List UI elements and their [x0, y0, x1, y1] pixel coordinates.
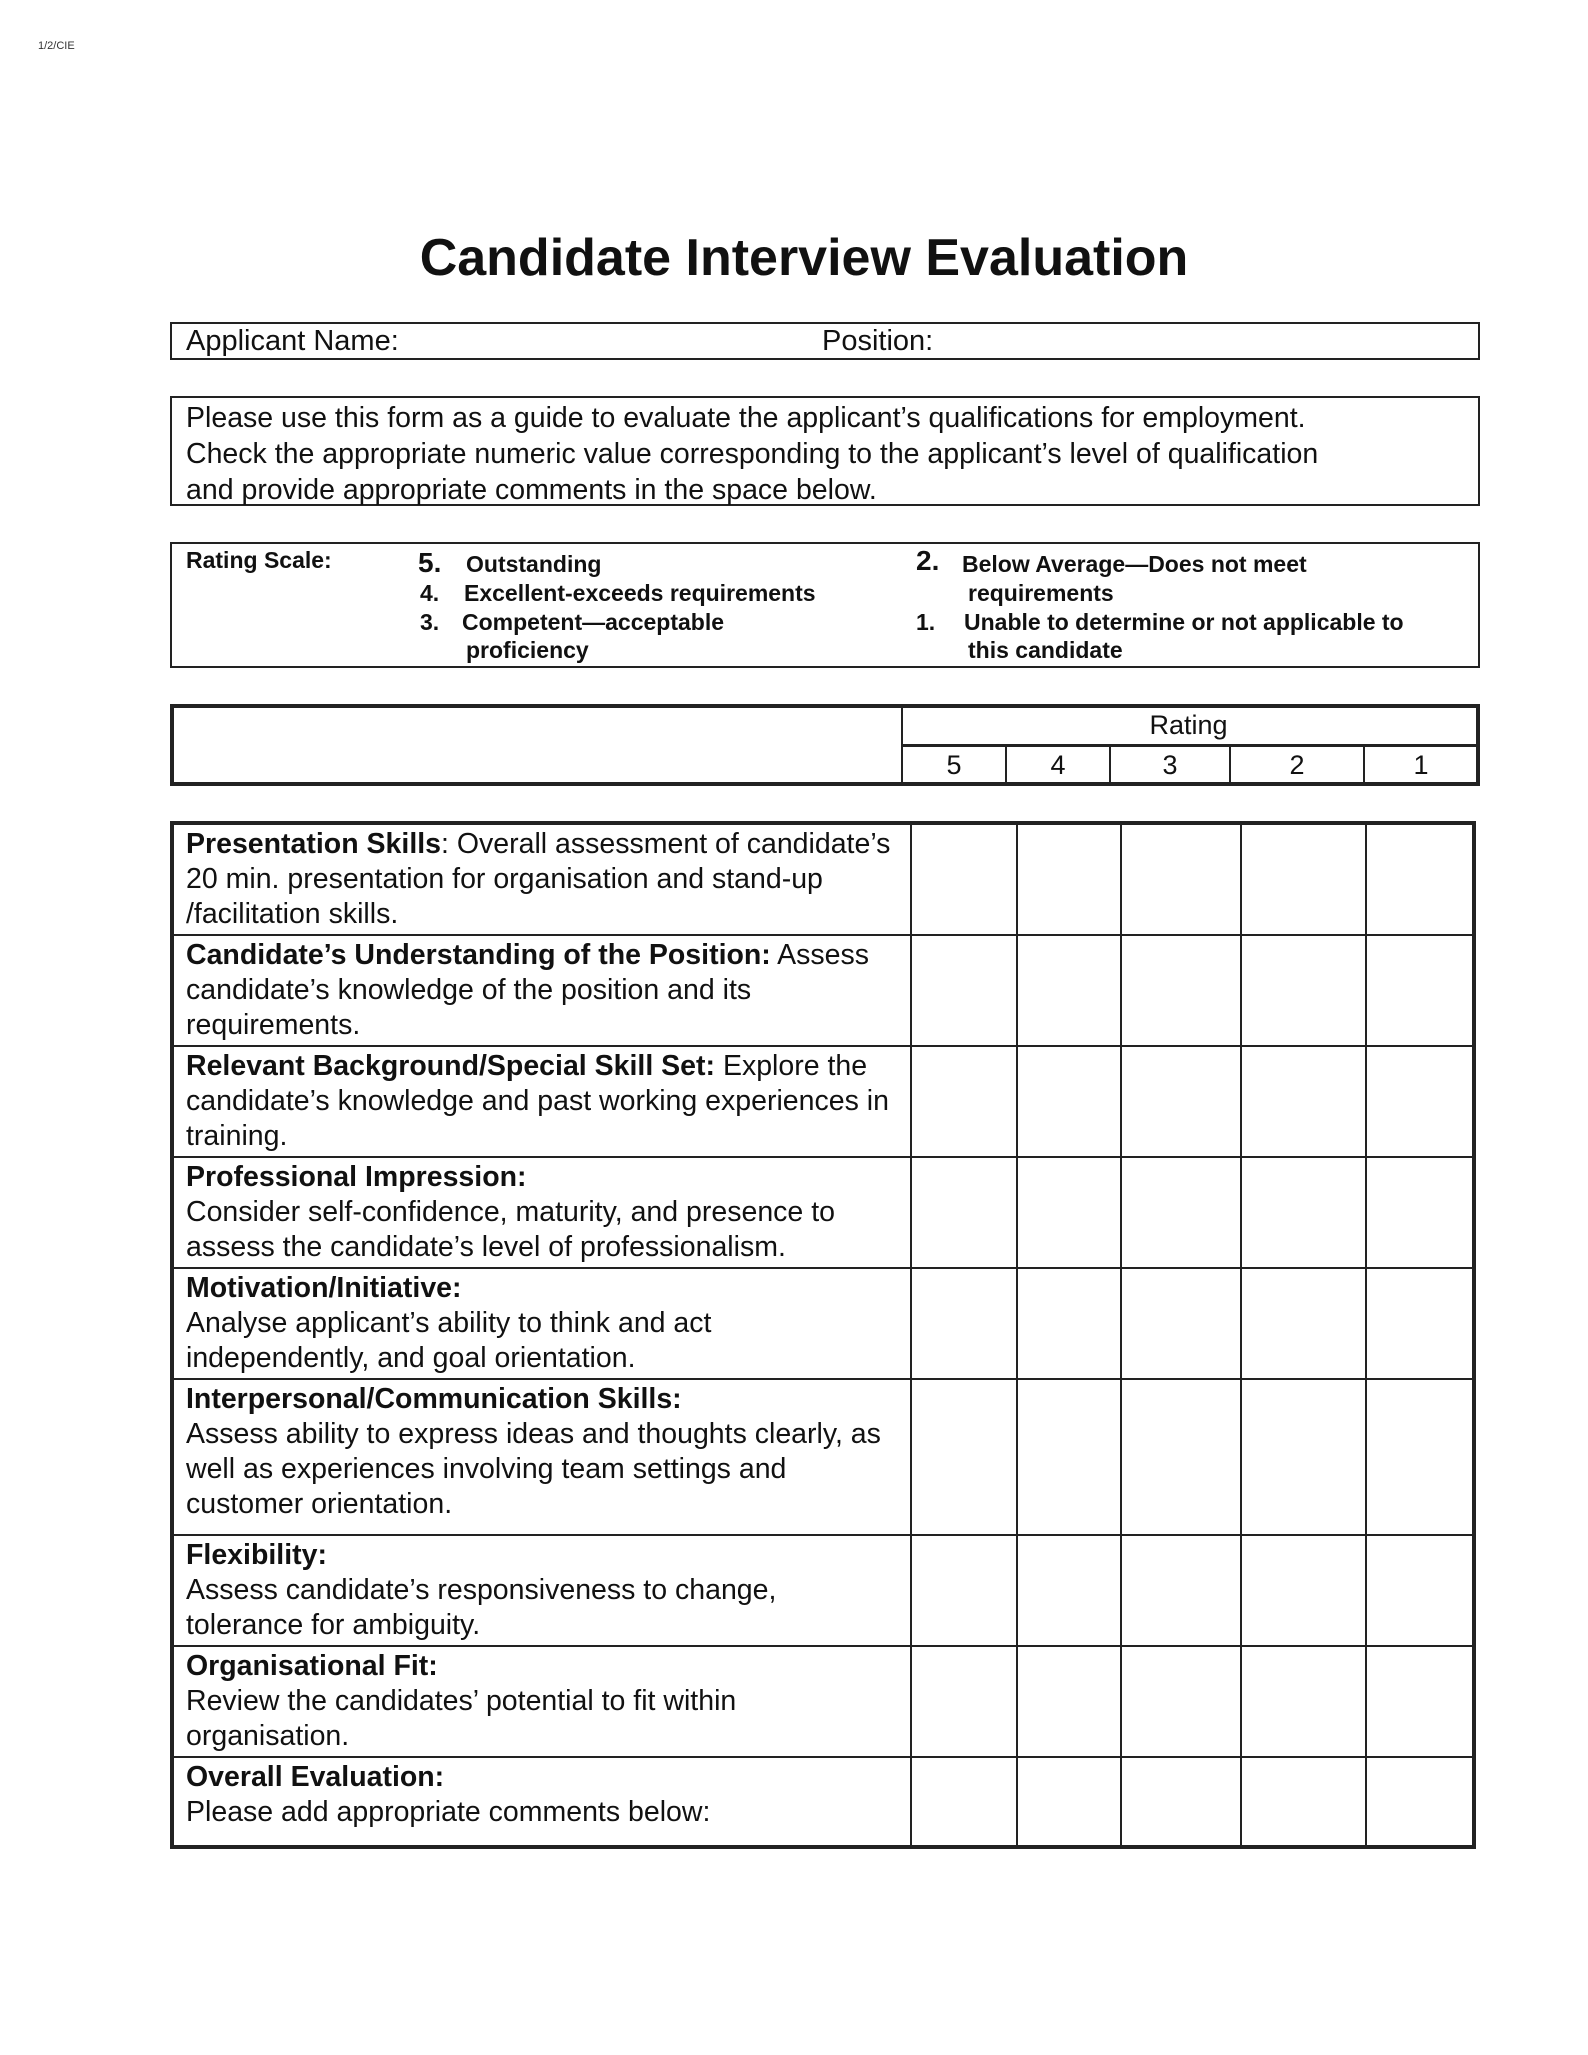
- scale-text: this candidate: [968, 637, 1123, 663]
- criterion-separator: [715, 1050, 723, 1082]
- criterion-description: [172, 1046, 911, 1157]
- rating-cell-5[interactable]: [911, 1646, 1017, 1757]
- criterion-description: [172, 1646, 911, 1757]
- rating-cell-2[interactable]: [1241, 823, 1366, 935]
- scale-text: Excellent-exceeds requirements: [464, 580, 816, 606]
- rating-cell-4[interactable]: [1017, 1157, 1121, 1268]
- rating-cell-4[interactable]: [1017, 1535, 1121, 1646]
- instruction-line: Check the appropriate numeric value corresponding to the applicant’s level of qualification: [186, 438, 1319, 470]
- criterion-description: [172, 935, 911, 1046]
- rating-column-3: 3: [1162, 750, 1178, 780]
- scale-num: 4.: [420, 580, 440, 606]
- criterion-row: [172, 1757, 1474, 1847]
- criterion-title: Professional Impression:: [186, 1161, 527, 1193]
- criterion-text: Assess candidate’s responsiveness to change, tolerance for ambiguity.: [186, 1574, 777, 1641]
- evaluation-table: [170, 821, 1476, 1849]
- criterion-row: [172, 1268, 1474, 1379]
- rating-cell-3[interactable]: [1121, 935, 1241, 1046]
- position-label: Position:: [822, 325, 934, 357]
- criterion-text: Analyse applicant’s ability to think and act independently, and goal orientation.: [186, 1307, 712, 1374]
- criterion-row: [172, 1379, 1474, 1535]
- criterion-row: [172, 1157, 1474, 1268]
- rating-cell-1[interactable]: [1366, 1379, 1474, 1535]
- rating-cell-3[interactable]: [1121, 823, 1241, 935]
- scale-num: 2.: [916, 545, 940, 576]
- criterion-title: Overall Evaluation:: [186, 1761, 445, 1793]
- rating-cell-1[interactable]: [1366, 1757, 1474, 1847]
- rating-cell-4[interactable]: [1017, 1379, 1121, 1535]
- criterion-row: [172, 823, 1474, 935]
- rating-cell-2[interactable]: [1241, 1268, 1366, 1379]
- criterion-text: Overall assessment of candidate’s 20 min. presentation for organisation and stand-up /facilitation skills.: [186, 828, 891, 930]
- criterion-text: Consider self-confidence, maturity, and presence to assess the candidate’s level of professionalism.: [186, 1196, 835, 1263]
- criterion-title: Motivation/Initiative:: [186, 1272, 462, 1304]
- rating-column-1: 1: [1413, 750, 1429, 780]
- instructions-box: [170, 396, 1480, 506]
- rating-cell-1[interactable]: [1366, 823, 1474, 935]
- rating-cell-2[interactable]: [1241, 1379, 1366, 1535]
- rating-cell-1[interactable]: [1366, 1646, 1474, 1757]
- rating-cell-1[interactable]: [1366, 1046, 1474, 1157]
- criterion-text: Please add appropriate comments below:: [186, 1796, 711, 1828]
- rating-cell-4[interactable]: [1017, 1757, 1121, 1847]
- criterion-text: Assess candidate’s knowledge of the position and its requirements.: [186, 939, 870, 1041]
- criterion-title: Organisational Fit:: [186, 1650, 438, 1682]
- scale-text: Competent—acceptable: [462, 609, 725, 635]
- scale-num: 1.: [916, 609, 936, 635]
- rating-cell-2[interactable]: [1241, 935, 1366, 1046]
- criterion-description: [172, 823, 911, 935]
- applicant-name-label: Applicant Name:: [186, 325, 399, 357]
- criterion-text: Review the candidates’ potential to fit within organisation.: [186, 1685, 737, 1752]
- rating-cell-5[interactable]: [911, 935, 1017, 1046]
- scale-text: proficiency: [466, 637, 589, 663]
- criterion-description: [172, 1268, 911, 1379]
- rating-cell-5[interactable]: [911, 1268, 1017, 1379]
- applicant-info-box: [170, 322, 1480, 360]
- rating-cell-2[interactable]: [1241, 1046, 1366, 1157]
- criterion-title: Relevant Background/Special Skill Set:: [186, 1050, 716, 1082]
- criterion-row: [172, 1535, 1474, 1646]
- rating-column-5: 5: [946, 750, 962, 780]
- criterion-title: Flexibility:: [186, 1539, 327, 1571]
- rating-cell-2[interactable]: [1241, 1157, 1366, 1268]
- scale-num: 3.: [420, 609, 440, 635]
- scale-text: requirements: [968, 580, 1114, 606]
- rating-cell-4[interactable]: [1017, 1046, 1121, 1157]
- criterion-text: Explore the candidate’s knowledge and past working experiences in training.: [186, 1050, 889, 1152]
- scale-text: Outstanding: [466, 551, 602, 577]
- criterion-title: Presentation Skills: [186, 828, 442, 860]
- rating-column-4: 4: [1050, 750, 1066, 780]
- criterion-text: Assess ability to express ideas and thoughts clearly, as well as experiences involving team settings and customer orientation.: [186, 1418, 881, 1520]
- rating-cell-5[interactable]: [911, 1757, 1017, 1847]
- rating-cell-5[interactable]: [911, 823, 1017, 935]
- rating-cell-3[interactable]: [1121, 1157, 1241, 1268]
- rating-cell-4[interactable]: [1017, 823, 1121, 935]
- rating-cell-2[interactable]: [1241, 1646, 1366, 1757]
- scale-text: Unable to determine or not applicable to: [964, 609, 1404, 635]
- rating-cell-3[interactable]: [1121, 1535, 1241, 1646]
- rating-cell-4[interactable]: [1017, 935, 1121, 1046]
- rating-cell-5[interactable]: [911, 1535, 1017, 1646]
- rating-cell-2[interactable]: [1241, 1535, 1366, 1646]
- rating-cell-3[interactable]: [1121, 1646, 1241, 1757]
- rating-cell-4[interactable]: [1017, 1646, 1121, 1757]
- rating-cell-1[interactable]: [1366, 935, 1474, 1046]
- criterion-row: [172, 1046, 1474, 1157]
- criterion-row: [172, 935, 1474, 1046]
- criterion-description: [172, 1535, 911, 1646]
- criterion-title: Interpersonal/Communication Skills:: [186, 1383, 682, 1415]
- criterion-title: Candidate’s Understanding of the Position:: [186, 939, 771, 971]
- criterion-separator: :: [441, 828, 457, 860]
- rating-cell-3[interactable]: [1121, 1757, 1241, 1847]
- rating-cell-3[interactable]: [1121, 1268, 1241, 1379]
- scale-text: Below Average—Does not meet: [962, 551, 1307, 577]
- criterion-row: [172, 1646, 1474, 1757]
- rating-cell-3[interactable]: [1121, 1046, 1241, 1157]
- rating-cell-5[interactable]: [911, 1157, 1017, 1268]
- rating-column-2: 2: [1289, 750, 1305, 780]
- instruction-line: and provide appropriate comments in the space below.: [186, 474, 877, 506]
- rating-scale-box: [170, 542, 1480, 668]
- rating-cell-5[interactable]: [911, 1379, 1017, 1535]
- criterion-description: [172, 1157, 911, 1268]
- rating-cell-4[interactable]: [1017, 1268, 1121, 1379]
- rating-cell-2[interactable]: [1241, 1757, 1366, 1847]
- page-title: Candidate Interview Evaluation: [419, 229, 1189, 287]
- document-code: 1/2/CIE: [38, 40, 75, 52]
- rating-cell-5[interactable]: [911, 1046, 1017, 1157]
- scale-num: 5.: [418, 547, 442, 578]
- rating-cell-1[interactable]: [1366, 1157, 1474, 1268]
- rating-cell-1[interactable]: [1366, 1268, 1474, 1379]
- rating-cell-3[interactable]: [1121, 1379, 1241, 1535]
- rating-header-table: [170, 704, 1480, 786]
- criterion-description: [172, 1379, 911, 1535]
- rating-scale-label: Rating Scale:: [186, 547, 332, 573]
- criterion-description: [172, 1757, 911, 1847]
- instruction-line: Please use this form as a guide to evaluate the applicant’s qualifications for employment.: [186, 402, 1306, 434]
- rating-header-label: Rating: [1149, 710, 1228, 740]
- rating-cell-1[interactable]: [1366, 1535, 1474, 1646]
